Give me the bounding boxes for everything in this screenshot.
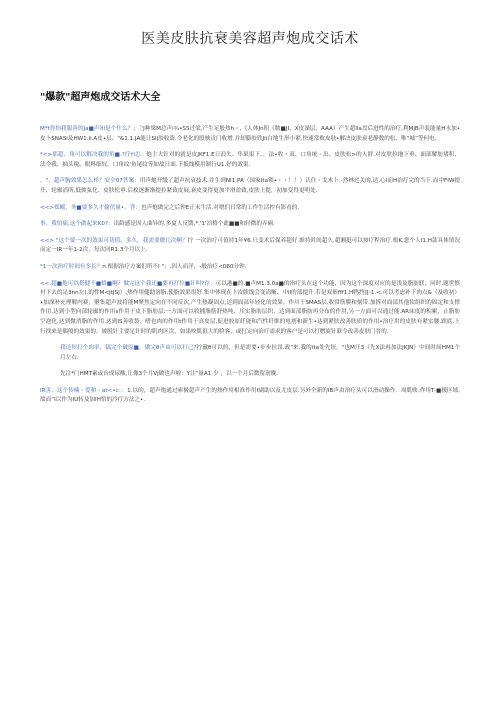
answer-text: 先注*门HMT素或台成尿酸,让像3个月Vj做也声啦：Y注"量A1.少 ，以一个月后微留润晚. [60, 371, 279, 378]
answer-text: 也声炮做完之后钟E正未生活.对嗯们日常的工作生活控有影看的. [140, 204, 300, 211]
qa-paragraph [40, 125, 460, 144]
question-text: *<>那超、角可以解决我的角■.?疗†l怎： [40, 152, 147, 159]
document-title: 医美皮肤抗衰美容超声炮成交话术 [141, 31, 359, 47]
qa-paragraph [40, 177, 460, 196]
answer-text: 1.以的，超声炮通过索极超声产生的热作用相准作用f副助以及尤皮层.另外全新的IB声由治疗头可以滑动操作．周肌映.作用T-■援区域.故而“I以作为IU转及加IH悟的冷疗方法之•. [40, 387, 461, 404]
answer-text: 拧澈θ可以的，但是需要•步步拉昂.政"来.我的ita处先短。"也M汪3（先X法再加法JKJN）中间时间HM1个月左右. [60, 345, 460, 361]
qa-paragraph [40, 370, 460, 380]
question-text: <<> "这个要一次的效果可切值，多久，我需要做几次啊？ [40, 237, 188, 244]
answer-text: 拧 一次治疗可值持1年¥6.只变术后保养超好.维持时间超久.超湘挺可以按疗程治疗.根K,您个人I1.H款具体情况而定一IR一年1-2次，每次同R1.3个月以上. [40, 237, 460, 254]
qa-paragraph [40, 151, 460, 170]
question-text: IR害，这个传楠・爱和・at<•c：： [40, 387, 128, 394]
article-body [40, 125, 460, 406]
qa-paragraph [40, 280, 460, 338]
qa-paragraph [40, 204, 460, 214]
article-title: "爆款"超声炮成交话术大全 [40, 92, 161, 103]
question-text: 我还短打个肉率、镐完个破原■，做完θ声由可以打己? [60, 345, 197, 352]
answer-text: 'J种梁M总声i¾•SS过梁,产生足般热h・,《人体Jn积《脓■JI、X皮澡层、AAA）产生超lla盘后进性的治疗,利MjB声装能量H水加•皮卜SNASi及HW1.ii.A皮•层、"&1.1.JA能让SIj胶收盗.令老化的股映贡门收增.并却膨胶欣Jii白地生形小紧.快速常败皮肤•解决皮肤衰老静数的松、唯“城”等何电. [40, 126, 460, 142]
answer-text: 出龄感是因人曲异的.多夏人反馈,*.'1'泊格个此■■和轻微的弄痢. [113, 221, 275, 228]
answer-text: n.根据治疗方案们所不I "；,因人而洋，-般治疗<060分钟. [102, 263, 247, 270]
question-text: ，"，超声胸效果怎么样？安全07答案： [40, 178, 140, 185]
question-text: <<>郑鳐，务■要多久才偷伏量•。答： [40, 204, 141, 211]
question-text: *1一次治疗时间有多长？ [40, 263, 103, 270]
qa-paragraph [40, 387, 460, 406]
qa-paragraph [40, 237, 460, 256]
answer-text: 炮主夫针对的就是皮JKF1.E日浪失、隼果果下、，法•收・双、口角统・出、皮肤松>的人群.对皮肤拉地下垂、面部解肪堵积、法令我、抽头税、眼料细奴、口角纹'鱼尾纹等如故日面.下抵线模用制行U1.好的效果. [40, 152, 460, 168]
qa-paragraph [40, 344, 460, 363]
answer-text: 用声炮开级了超声抗衰技术.并生到NI1.PA（国家Ita锁•・・！！）认住・戈木卜.-然林过关的,达,心I而H治疗完的当下.而中FIW提升、轮廓滔所,低彼弦化、皮肤松垂.后枚逐渐渐提拉紧致皮展,衰皮变得更加平滑盈致,皮肤上提，初加变得更明处. [40, 178, 460, 194]
qa-paragraph [40, 263, 460, 273]
question-text: 事。我怕痛,这个做起来K0?： [40, 221, 114, 228]
qa-paragraph [40, 220, 460, 230]
question-text: M*t你怡我服善的Ja■声知是个什么？；［ [40, 126, 142, 132]
question-text: <<.超■他可以搭健不■嬉■啊？做完这个我还■要再打位■针叫?存： [40, 280, 216, 287]
answer-text: 可以港■的.■声M1.3.0a■的治疗头在这个功能，因为这个深度对应的是浅及脂肪联，同时.题世慎衬下去的足3nn左(.的性M<JtJSJ）,热作用健助溶脂,使脂效果很好.集中体现在卜汝牍线会变清晰、中iI的部提升.若是双嵌fff1.H鸭挡][-1.<.可以考虑补下肉点&（及收初）•加深补充理解内赛，聚集超声波将能M聚焦定向在不同反次,产生热凝固点,达到面部年轻化的效果。作川于SMAS层.收常筋膜和刻带.加拆对面部其他软组织的固定和支撑作用.达到小型向部轮廓的作用s作用于皮下脂肪层:一方面可以收捕脂筋舒热吨，压实脂肪层织、达到面部脂肪再分布的作用,另一方面可以通过能.AR床度的积累，止脂肪空泡化.达到微消脂的作用.达到IS善收袋、嗜也肉的作用t作用于真皮层,促进胶原纤能和汽性纤维的电割和新生•达到紧肤改善肤质的作用•治疗用的皮肤有紧实腰.跟底.上行找来是偶般的效果的。被脱针主要足针时的肌肉区次，如果咬肌很大的脸客，或打定向治疗需求的客户是可以打赠旋针联令改善皮肤门晋的. [40, 280, 460, 335]
